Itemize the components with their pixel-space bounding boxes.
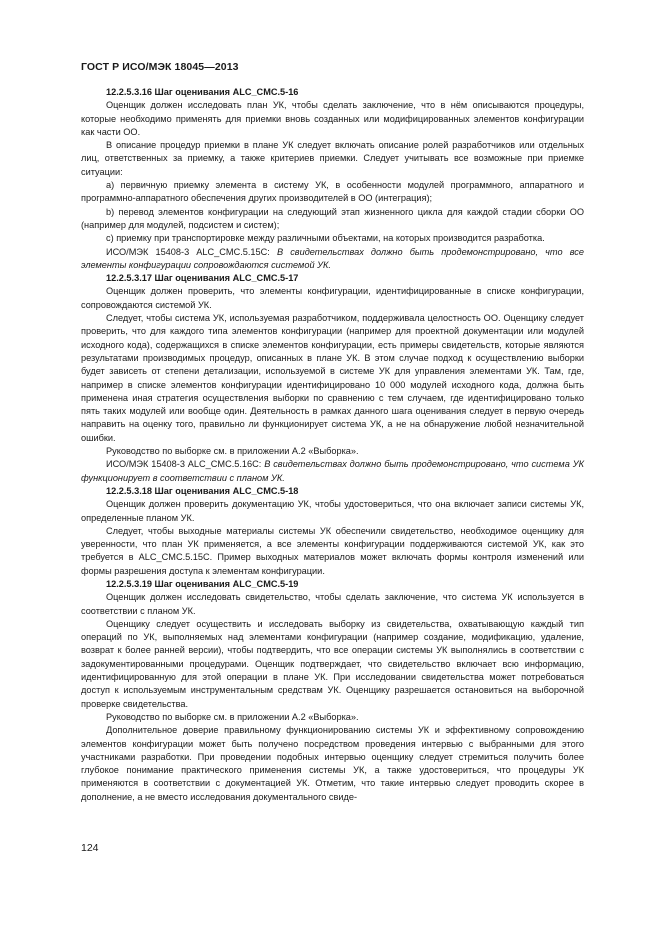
requirement-text: В свидетельствах должно быть продемонстрировано, что все элементы конфигурации сопровождаются системой УК. xyxy=(81,246,584,270)
section-heading: 12.2.5.3.19 Шаг оценивания ALC_CMC.5-19 xyxy=(106,578,299,589)
paragraph: Оценщику следует осуществить и исследовать выборку из свидетельства, охватывающую каждый тип операций по УК, выполняемых над элементами конфигурации (например создание, модификацию, удаление, возврат к более ранней версии), чтобы подтвердить, что все операции системы УК выполнялись в соответствии с задокументированными процедурами. Оценщик подтверждает, что свидетельство включает всю информацию, идентифицированную для этой операции в плане УК. При исследовании свидетельства может потребоваться доступ к используемым инструментальным средствам УК. Оценщику разрешается остановиться на выборочной проверке свидетельства. xyxy=(81,618,584,709)
section-heading: 12.2.5.3.18 Шаг оценивания ALC_CMC.5-18 xyxy=(106,485,299,496)
requirement-ref: ИСО/МЭК 15408-3 ALC_CMC.5.16C: xyxy=(106,459,265,470)
list-item: c) приемку при транспортировке между различными объектами, на которых производится разработка. xyxy=(106,233,545,244)
requirement-ref: ИСО/МЭК 15408-3 ALC_CMC.5.15C: xyxy=(106,246,277,257)
paragraph: В описание процедур приемки в плане УК следует включать описание ролей разработчиков или отдельных лиц, ответственных за приемку, а также критериев приемки. Следует учитывать все возможные при приемке ситуации: xyxy=(81,140,584,177)
list-item: a) первичную приемку элемента в систему УК, в особенности модулей программного, аппаратного и программно-аппаратного обеспечения других производителей в ОО (интеграция); xyxy=(81,180,584,204)
document-header: ГОСТ Р ИСО/МЭК 18045—2013 xyxy=(81,61,239,73)
paragraph: Руководство по выборке см. в приложении А.2 «Выборка». xyxy=(106,446,359,457)
paragraph: Дополнительное доверие правильному функционированию системы УК и эффективному сопровождению элементов конфигурации может быть получено посредством проведения интервью с выбранными для этого участниками разработки. При проведении подобных интервью оценщику следует стремиться получить более глубокое понимание практического применения системы УК, а также удостовериться, что процедуры УК применяются в соответствии с документацией УК. Отметим, что такие интервью следует проводить скорее в дополнение, а не вместо исследования документального свиде- xyxy=(81,725,584,802)
requirement-text: В свидетельствах должно быть продемонстрировано, что система УК функционирует в соответствии с планом УК. xyxy=(81,459,584,483)
requirement-quote xyxy=(81,458,584,485)
section-heading: 12.2.5.3.17 Шаг оценивания ALC_CMC.5-17 xyxy=(106,273,299,284)
document-body xyxy=(81,86,584,804)
paragraph: Оценщик должен исследовать свидетельство, чтобы сделать заключение, что система УК используется в соответствии с планом УК. xyxy=(81,592,584,616)
paragraph: Следует, чтобы выходные материалы системы УК обеспечили свидетельство, необходимое оценщику для уверенности, что план УК применяется, а все элементы конфигурации поддерживаются системой УК, как это требуется в ALC_CMC.5.15C. Пример выходных материалов может включать формы контроля изменений или формы разрешения доступа к элементам конфигурации. xyxy=(81,525,584,576)
paragraph: Оценщик должен проверить, что элементы конфигурации, идентифицированные в списке конфигурации, сопровождаются системой УК. xyxy=(81,286,584,310)
page-number: 124 xyxy=(81,842,99,854)
list-item: b) перевод элементов конфигурации на следующий этап жизненного цикла для каждой стадии сборки ОО (например для модулей, подсистем и систем); xyxy=(81,206,584,230)
paragraph: Оценщик должен исследовать план УК, чтобы сделать заключение, что в нём описываются процедуры, которые необходимо применять для приемки вновь созданных или модифицированных элементов конфигурации как части ОО. xyxy=(81,100,584,137)
paragraph: Следует, чтобы система УК, используемая разработчиком, поддерживала целостность ОО. Оценщику следует проверить, что для каждого типа элементов конфигурации (например для проектной документации или модулей исходного кода), содержащихся в списке элементов конфигурации, есть примеры свидетельств, которые являются результатами производимых процедур, описанных в плане УК. В этом случае подход к осуществлению выборки будет зависеть от степени детализации, используемой в системе УК для управления элементами УК. Там, где, например в списке элементов конфигурации идентифицировано 10 000 модулей исходного кода, должна быть применена иная стратегия осуществления выборки по сравнению с тем случаем, где идентифицировано только пять таких модулей или вообще один. Деятельность в рамках данного шага оценивания следует в первую очередь направить на оценку того, правильно ли функционирует система УК, а не на обнаружение любой незначительной ошибки. xyxy=(81,313,584,443)
section-heading: 12.2.5.3.16 Шаг оценивания ALC_CMC.5-16 xyxy=(106,87,299,97)
paragraph: Руководство по выборке см. в приложении А.2 «Выборка». xyxy=(106,711,359,722)
paragraph: Оценщик должен проверить документацию УК, чтобы удостовериться, что она включает записи системы УК, определенные планом УК. xyxy=(81,499,584,523)
requirement-quote xyxy=(81,246,584,273)
